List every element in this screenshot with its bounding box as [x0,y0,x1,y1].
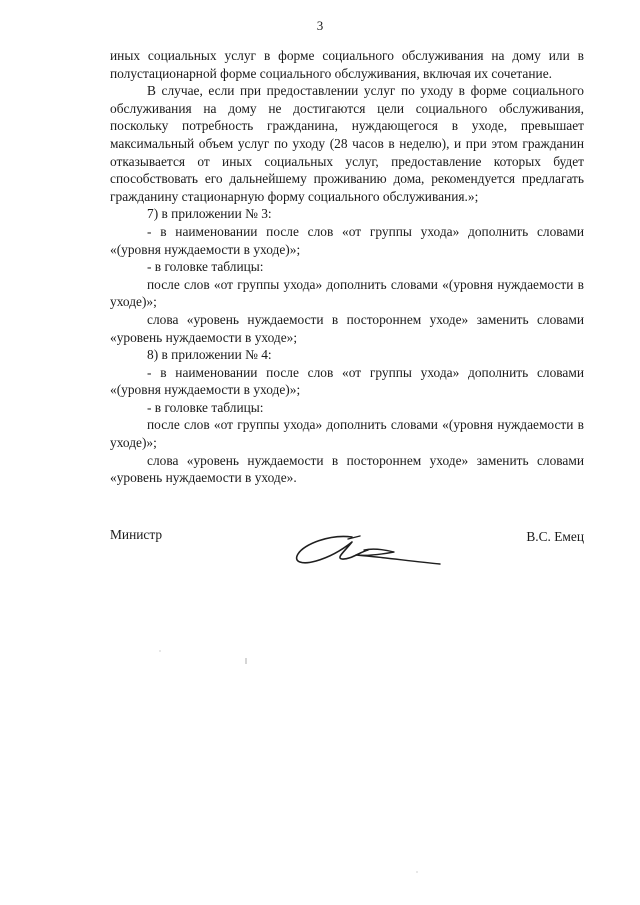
appendix-4-title-change: - в наименовании после слов «от группы ухода» дополнить словами «(уровня нуждаемости в уходе)»; [110,364,584,398]
paragraph-care-limit: В случае, если при предоставлении услуг по уходу в форме социального обслуживания на дому не достигаются цели социального обслуживания, поскольку потребность гражданина, нуждающегося в уходе, превышает максимальный объем услуг по уходу (28 часов в неделю), и при этом гражданин отказывается от иных социальных услуг, предоставление которых будет способствовать его дальнейшему проживанию дома, рекомендуется предлагать гражданину стационарную форму социального обслуживания.»; [110,83,584,204]
document-body [110,47,584,487]
appendix-3-table-header: - в головке таблицы: [147,259,264,275]
item-appendix-4: 8) в приложении № 4: [147,347,272,363]
appendix-4-table-header: - в головке таблицы: [147,399,264,415]
appendix-4-header-replacement: слова «уровень нуждаемости в постороннем уходе» заменить словами «уровень нуждаемости в уходе». [110,452,584,486]
handwritten-signature [290,528,450,578]
signatory-name: В.С. Емец [526,529,584,544]
appendix-3-header-replacement: слова «уровень нуждаемости в постороннем уходе» заменить словами «уровень нуждаемости в уходе»; [110,311,584,345]
item-appendix-3: 7) в приложении № 3: [147,206,272,222]
appendix-3-title-change: - в наименовании после слов «от группы ухода» дополнить словами «(уровня нуждаемости в уходе)»; [110,223,584,257]
page-number: 3 [316,18,324,33]
appendix-3-header-addition: после слов «от группы ухода» дополнить словами «(уровня нуждаемости в уходе)»; [110,276,584,310]
signatory-title: Министр [110,527,163,542]
paragraph-continuation: иных социальных услуг в форме социального обслуживания на дому или в полустационарной форме социального обслуживания, включая их сочетание. [110,48,584,81]
appendix-4-header-addition: после слов «от группы ухода» дополнить словами «(уровня нуждаемости в уходе)»; [110,417,584,451]
